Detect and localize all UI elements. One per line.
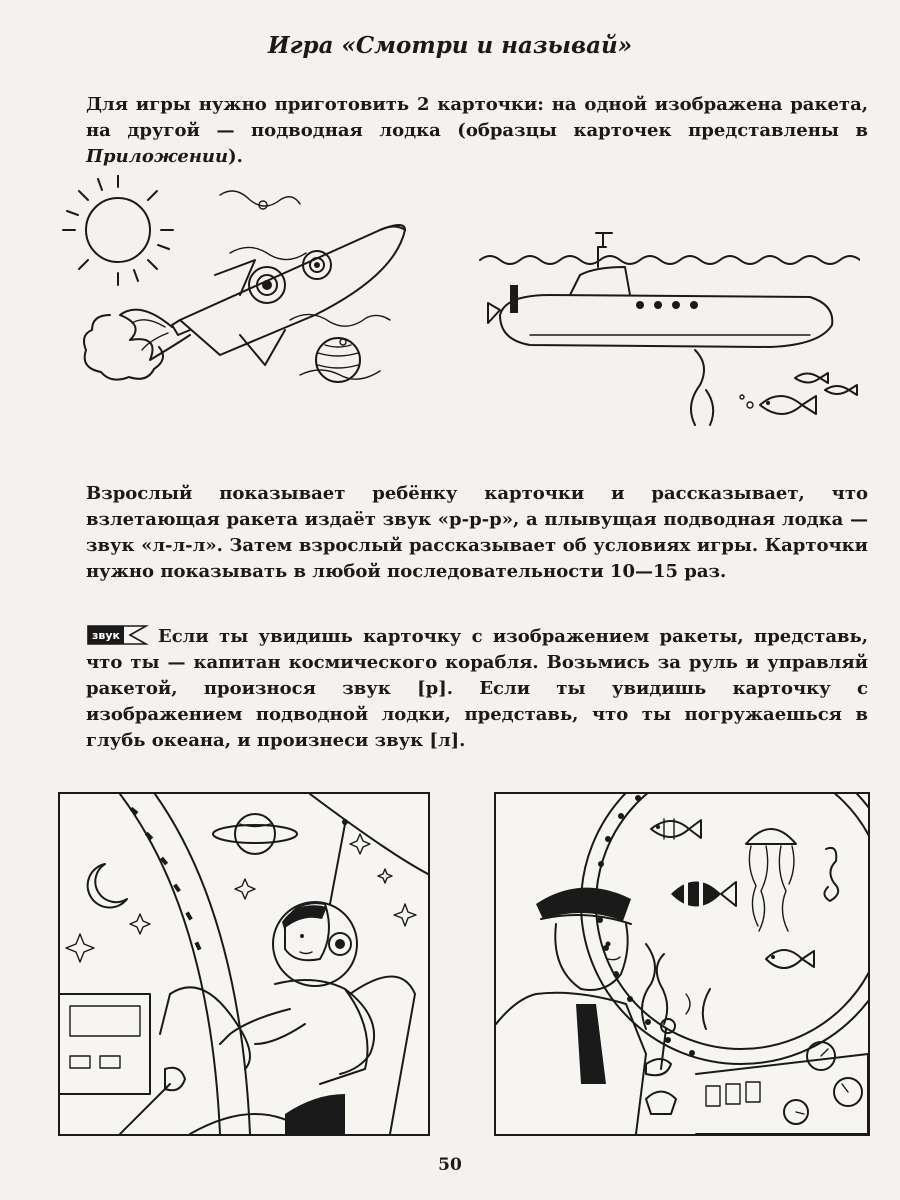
intro-paragraph: [86, 92, 868, 170]
page-number: 50: [438, 1155, 462, 1175]
sun-icon: [63, 175, 173, 285]
small-fish-icon: [766, 950, 814, 968]
small-fish-icon: [795, 373, 857, 395]
sound-badge: [86, 624, 154, 646]
intro-text-end: ).: [228, 146, 243, 167]
jellyfish-icon: [746, 829, 796, 931]
fish-icon: [651, 819, 701, 839]
explanation-paragraph: Взрослый показывает ребёнку карточки и рассказывает, что взлетающая ракета издаёт звук «р-р-р», а плывущая подводная лодка — звук «л-л-л». Затем взрослый рассказывает об условиях игры. Карточки нужно показывать в любой последовательности 10—15 раз.: [86, 483, 868, 582]
instruction-paragraph: [86, 624, 868, 754]
seahorse-icon: [824, 848, 838, 901]
page-title: Игра «Смотри и называй»: [267, 32, 633, 59]
astronaut-illustration: [58, 792, 430, 1136]
instruction-text: Если ты увидишь карточку с изображением ракеты, представь, что ты — капитан космического корабля. Возьмись за руль и управляй ракетой, произнося звук [р]. Если ты увидишь карточку с изображением подводной лодки, представь, что ты погружаешься в глубь океана, и произнеси звук [л].: [86, 626, 868, 751]
intro-text: Для игры нужно приготовить 2 карточки: на одной изображена ракета, на другой — подводная лодка (образцы карточек представлены в: [86, 94, 868, 141]
striped-fish-icon: [671, 874, 736, 914]
planet-icon: [213, 814, 297, 854]
appendix-reference: Приложении: [86, 146, 229, 167]
badge-label: звук: [92, 629, 120, 642]
submarine-captain-illustration: [494, 792, 870, 1136]
rocket-and-submarine-illustration: [50, 175, 860, 445]
submarine-icon: [488, 233, 832, 347]
stars-icon: [66, 834, 416, 962]
moon-icon: [88, 864, 127, 908]
planet-icon: [316, 338, 360, 382]
fish-icon: [760, 396, 816, 414]
flag-icon: [86, 624, 154, 646]
